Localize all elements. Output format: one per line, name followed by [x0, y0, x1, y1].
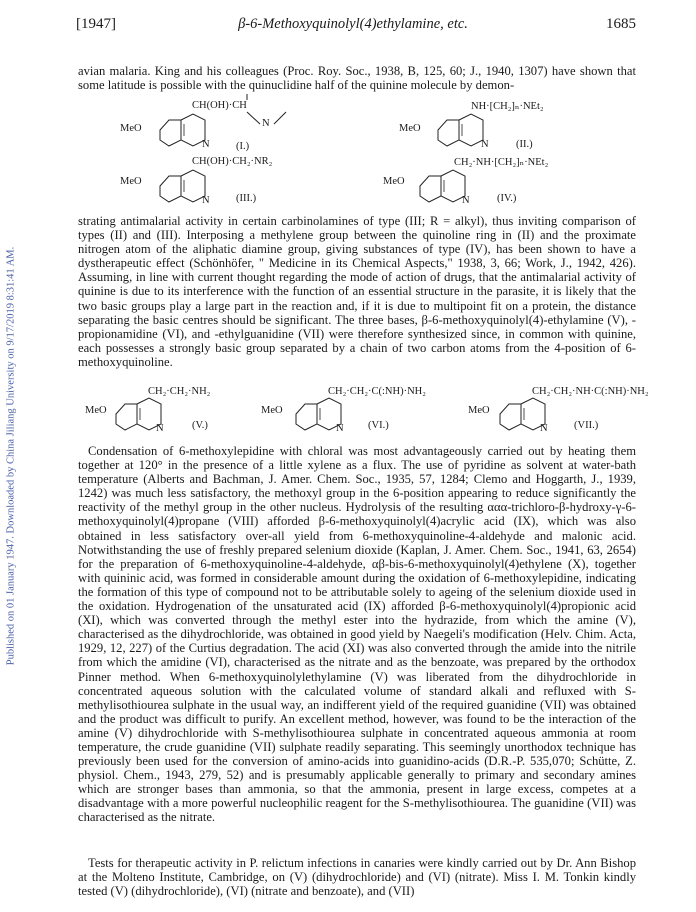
n-IV: N: [462, 195, 470, 206]
quinoline-ring-III: [160, 168, 220, 208]
label-I: (I.): [236, 141, 250, 152]
quinoline-ring-IV: [420, 168, 480, 208]
intro-paragraph: [78, 64, 636, 92]
meo-VII: MeO: [468, 405, 490, 416]
side-chain-VII: CH₂·CH₂·NH·C(:NH)·NH₂: [532, 386, 649, 397]
side-chain-II: NH·[CH₂]ₙ·NEt₂: [471, 101, 544, 112]
page-header: [70, 16, 636, 38]
side-chain-I: CH(OH)·CH: [192, 100, 247, 111]
n-III: N: [202, 195, 210, 206]
n-I: N: [202, 139, 210, 150]
paragraph-2-text: Condensation of 6-methoxylepidine with chloral was most advantageously carried out by heating them together at 120° in the presence of a little xylene as a flux. The use of pyridine as solvent at water-bath temperature (Alberts and Bachman, J. Amer. Chem. Soc., 1935, 57, 1284; Clemo and Hoggarth, J., 1939, 1242) was much less satisfactory, the methoxyl group in the 6-position appearing to reduce significantly the reactivity of the methyl group in the other nucleus. Hydrolysis of the resulting ααα-trichloro-β-hydroxy-γ-6-methoxyquinolyl(4)propane (VIII) afforded β-6-methoxyquinolyl(4)acrylic acid (IX), which was also obtained in less satisfactory over-all yield from 6-methoxyquinoline-4-aldehyde and malonic acid. Notwithstanding the use of freshly prepared selenium dioxide (Kaplan, J. Amer. Chem. Soc., 1941, 63, 2654) for the preparation of 6-methoxyquinoline-4-aldehyde, αβ-bis-6-methoxyquinolyl(4)ethylene (X), together with quininic acid, was formed in considerable amount during the oxidation of 6-methoxylepidine, indicating the formation of this type of compound not to be attributable solely to ageing of the selenium dioxide used in the oxidation. Hydrogenation of the unsaturated acid (IX) afforded β-6-methoxyquinolyl(4)propionic acid (XI), which was converted through the methyl ester into the hydrazide, from which the amine (V), characterised as the dihydrochloride, was obtained in good yield by Naegeli's modification (Helv. Chim. Acta, 1929, 12, 227) of the Curtius degradation. The acid (XI) was also converted through the amide into the nitrile from which the amidine (VI), characterised as the nitrate and as the benzoate, was prepared by the orthodox Pinner method. When 6-methoxyquinolylethylamine (V) was liberated from the dihydrochloride in concentrated aqueous solution with the calculated volume of standard alkali and refluxed with S-methylisothiourea sulphate in the usual way, an indifferent yield of the required guanidine (VII) was obtained and the product was difficult to purify. An excellent method, however, was found to be the interaction of the amine (V) dihydrochloride with S-methylisothiourea sulphate in concentrated aqueous ammonia at room temperature, the crude guanidine (VII) sulphate readily separating. This seemingly unorthodox technique has previously been used for the conversion of amino-acids into guanidino-acids (D.R.-P. 535,070; Schütte, Z. physiol. Chem., 1943, 279, 52) and is presumably applicable generally to primary and secondary amines which are stronger bases than ammonia, so that the ammonia, present in large excess, competes at a disadvantage with a more powerful nucleophilic reagent for the S-methylisothiourea. The guanidine (VII) was characterised as the nitrate.: [78, 444, 636, 825]
watermark-text: Published on 01 January 1947. Downloaded by China Jiliang University on 9/17/2019 8:31:41 AM.: [5, 246, 17, 666]
label-II: (II.): [516, 139, 533, 150]
side-chain-IV: CH₂·NH·[CH₂]ₙ·NEt₂: [454, 157, 549, 168]
side-chain-III: CH(OH)·CH₂·NR₂: [192, 156, 273, 167]
meo-V: MeO: [85, 405, 107, 416]
quinoline-ring-II: [438, 112, 498, 152]
header-running-title: β-6-Methoxyquinolyl(4)ethylamine, etc.: [238, 16, 468, 32]
intro-text: avian malaria. King and his colleagues (Proc. Roy. Soc., 1938, B, 125, 60; J., 1940, 1307) have shown that some latitude is possible with the quinuclidine half of the quinine molecule by demon-: [78, 64, 636, 93]
side-chain-V: CH₂·CH₂·NH₂: [148, 386, 211, 397]
paragraph-1-text: strating antimalarial activity in certain carbinolamines of type (III; R = alkyl), thus inviting comparison of types (II) and (III). Interposing a methylene group between the quinoline ring in (II) and the proximate nitrogen atom of the aliphatic diamine group, giving substances of type (IV), has been shown to have a dystherapeutic effect (Schönhöfer, " Medicine in its Chemical Aspects," 1938, 3, 66; Work, J., 1942, 426). Assuming, in line with current thought regarding the mode of action of drugs, that the antimalarial activity of quinine is due to its interference with the function of an essential structure in the parasite, it is likely that the two basic groups play a large part in the reaction and, if it is due to multipoint fit on a protein, the distance separating the basic centres should be significant. The three bases, β-6-methoxyquinolyl(4)-ethylamine (V), -propionamidine (VI), and -ethylguanidine (VII) were therefore synthesized since, in common with quinine, each possesses a strongly basic group separated by a chain of two carbon atoms from the 4-position of 6-methoxyquinoline.: [78, 214, 636, 369]
n-quinuclidine-I: N: [262, 118, 270, 129]
side-chain-VI: CH₂·CH₂·C(:NH)·NH₂: [328, 386, 426, 397]
header-page-number: 1685: [606, 16, 636, 32]
meo-I: MeO: [120, 123, 142, 134]
meo-III: MeO: [120, 176, 142, 187]
paragraph-1: [78, 214, 636, 369]
quinoline-ring-VII: [500, 396, 560, 436]
download-watermark: [0, 0, 22, 912]
header-year: [1947]: [76, 16, 116, 32]
meo-II: MeO: [399, 123, 421, 134]
label-IV: (IV.): [497, 193, 517, 204]
quinuclidine-fragment-I: [240, 94, 290, 128]
paragraph-2: [78, 444, 636, 825]
quinoline-ring-I: [160, 112, 220, 152]
n-II: N: [481, 139, 489, 150]
n-VI: N: [336, 423, 344, 434]
meo-IV: MeO: [383, 176, 405, 187]
quinoline-ring-V: [116, 396, 176, 436]
meo-VI: MeO: [261, 405, 283, 416]
n-VII: N: [540, 423, 548, 434]
quinoline-ring-VI: [296, 396, 356, 436]
label-VII: (VII.): [574, 420, 599, 431]
label-VI: (VI.): [368, 420, 389, 431]
paragraph-3-text: Tests for therapeutic activity in P. relictum infections in canaries were kindly carried out by Dr. Ann Bishop at the Molteno Institute, Cambridge, on (V) (dihydrochloride) and (VI) (nitrate). Miss I. M. Tonkin kindly tested (V) (dihydrochloride), (VI) (nitrate and benzoate), and (VII): [78, 856, 636, 899]
label-V: (V.): [192, 420, 208, 431]
paragraph-3: [78, 856, 636, 898]
n-V: N: [156, 423, 164, 434]
label-III: (III.): [236, 193, 257, 204]
